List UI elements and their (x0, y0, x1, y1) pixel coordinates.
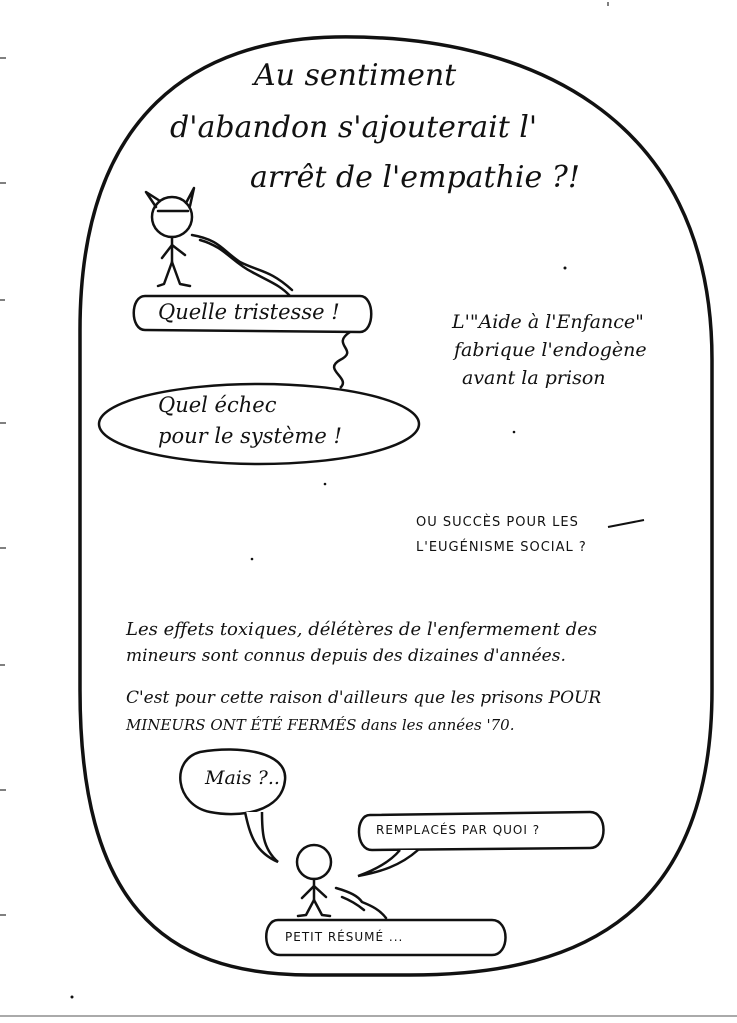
devil-speech-tail (192, 235, 292, 296)
bubble-connector (334, 332, 350, 388)
speck (513, 431, 516, 434)
devil-character (146, 188, 292, 296)
bubble-resume-text: PETIT RÉSUMÉ ... (285, 930, 404, 944)
bubble-echec-line-1: Quel échec (158, 393, 277, 417)
speck (71, 996, 74, 999)
bubble-mais-text: Mais ?.. (205, 767, 280, 789)
title-line-2: d'abandon s'ajouterait l' (170, 110, 538, 145)
speck (251, 558, 254, 561)
bubble-remplaces-tail (358, 850, 418, 876)
bubble-echec-line-2: pour le système ! (158, 424, 342, 448)
success-note-line-1: OU SUCCÈS POUR LES (416, 515, 579, 530)
bubble-tristesse-text: Quelle tristesse ! (158, 300, 340, 324)
stick-legs (298, 900, 330, 916)
devil-arms (162, 245, 185, 258)
paragraph-line-3: C'est pour cette raison d'ailleurs que les prisons POUR (126, 688, 602, 708)
success-note-line-2: L'EUGÉNISME SOCIAL ? (416, 540, 587, 555)
paragraph-line-2: mineurs sont connus depuis des dizaines d'années. (126, 646, 566, 666)
side-note-line-3: avant la prison (462, 367, 606, 389)
devil-legs (158, 262, 190, 286)
side-note-line-2: fabrique l'endogène (454, 339, 647, 361)
bubble-remplaces-text: REMPLACÉS PAR QUOI ? (376, 823, 541, 837)
side-note-line-1: L'"Aide à l'Enfance" (452, 311, 644, 333)
paragraph-line-4: MINEURS ONT ÉTÉ FERMÉS dans les années '70. (126, 716, 515, 734)
paragraph-line-1: Les effets toxiques, délétères de l'enfermement des (126, 619, 598, 640)
title-line-3: arrêt de l'empathie ?! (250, 160, 580, 195)
speck (324, 483, 327, 486)
title-line-1: Au sentiment (254, 58, 457, 93)
stick-speech-tail (336, 888, 386, 918)
stick-head (297, 845, 331, 879)
devil-right-horn (186, 188, 194, 206)
stick-character (297, 845, 386, 918)
speck (564, 267, 567, 270)
strike-through (608, 520, 644, 527)
bubble-mais-tail (245, 812, 278, 862)
devil-left-horn (146, 192, 160, 207)
